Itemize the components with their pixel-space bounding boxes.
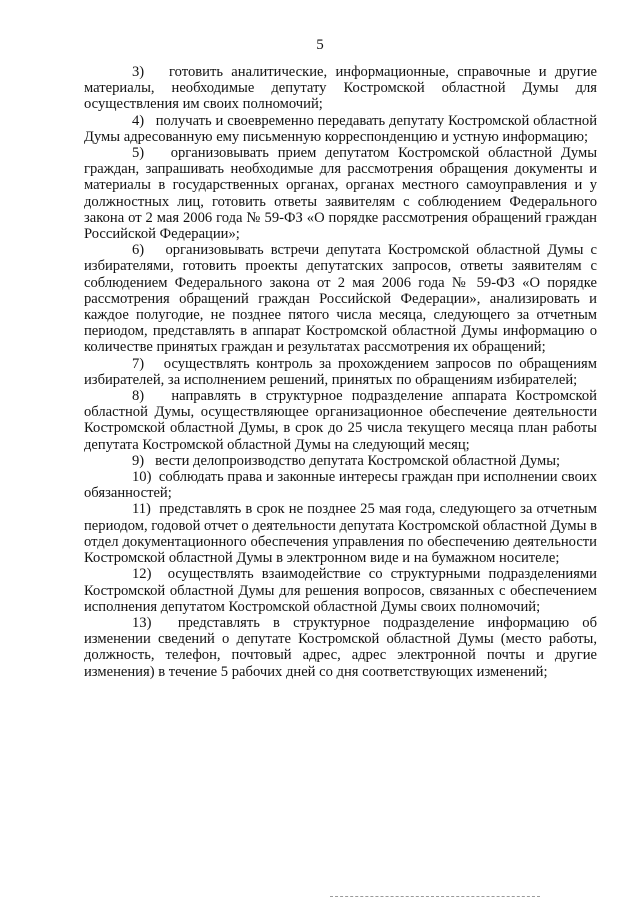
- list-item: 5) организовывать прием депутатом Костромской областной Думы граждан, запрашивать необходимые для рассмотрения обращения документы и материалы в государственных органах, органах местного самоуправления и у должностных лиц, готовить ответы заявителям с соблюдением Федерального закона от 2 мая 2006 года № 59-ФЗ «О порядке рассмотрения обращений граждан Российской Федерации»;: [84, 145, 597, 243]
- list-item: 13) представлять в структурное подразделение информацию об изменении сведений о депутате Костромской областной Думы (место работы, должность, телефон, почтовый адрес, адрес электронной почты и другие изменения) в течение 5 рабочих дней со дня соответствующих изменений;: [84, 614, 597, 680]
- scan-edge-line: [330, 896, 540, 897]
- page-number: 5: [316, 37, 324, 53]
- list-item: 6) организовывать встречи депутата Костромской областной Думы с избирателями, готовить проекты депутатских запросов, ответы заявителям с соблюдением Федерального закона от 2 мая 2006 года № 59-ФЗ «О порядке рассмотрения обращений граждан Российской Федерации», анализировать и каждое полугодие, не позднее пятого числа месяца, следующего за отчетным периодом, представлять в аппарат Костромской областной Думы информацию о количестве принятых граждан и результатах рассмотрения их обращений;: [84, 242, 597, 356]
- document-body: [84, 64, 597, 680]
- list-item: 9) вести делопроизводство депутата Костромской областной Думы;: [132, 452, 561, 469]
- list-item: 12) осуществлять взаимодействие со структурными подразделениями Костромской областной Думы для решения вопросов, связанных с обеспечением исполнения депутатом Костромской областной Думы своих полномочий;: [84, 566, 597, 615]
- list-item: 3) готовить аналитические, информационные, справочные и другие материалы, необходимые депутату Костромской областной Думы для осуществления им своих полномочий;: [84, 64, 597, 113]
- list-item: 10) соблюдать права и законные интересы граждан при исполнении своих обязанностей;: [84, 469, 597, 502]
- list-item: 11) представлять в срок не позднее 25 мая года, следующего за отчетным периодом, годовой отчет о деятельности депутата Костромской областной Думы в отдел документационного обеспечения управления по обеспечению деятельности Костромской областной Думы в электронном виде и на бумажном носителе;: [84, 501, 597, 567]
- list-item: 4) получать и своевременно передавать депутату Костромской областной Думы адресованную ему письменную корреспонденцию и устную информацию;: [84, 112, 597, 145]
- list-item: 7) осуществлять контроль за прохождением запросов по обращениям избирателей, за исполнением решений, принятых по обращениям избирателей;: [84, 355, 597, 388]
- list-item: 8) направлять в структурное подразделение аппарата Костромской областной Думы, осуществляющее организационное обеспечение деятельности Костромской областной Думы, в срок до 25 числа текущего месяца план работы депутата Костромской областной Думы на следующий месяц;: [84, 388, 597, 453]
